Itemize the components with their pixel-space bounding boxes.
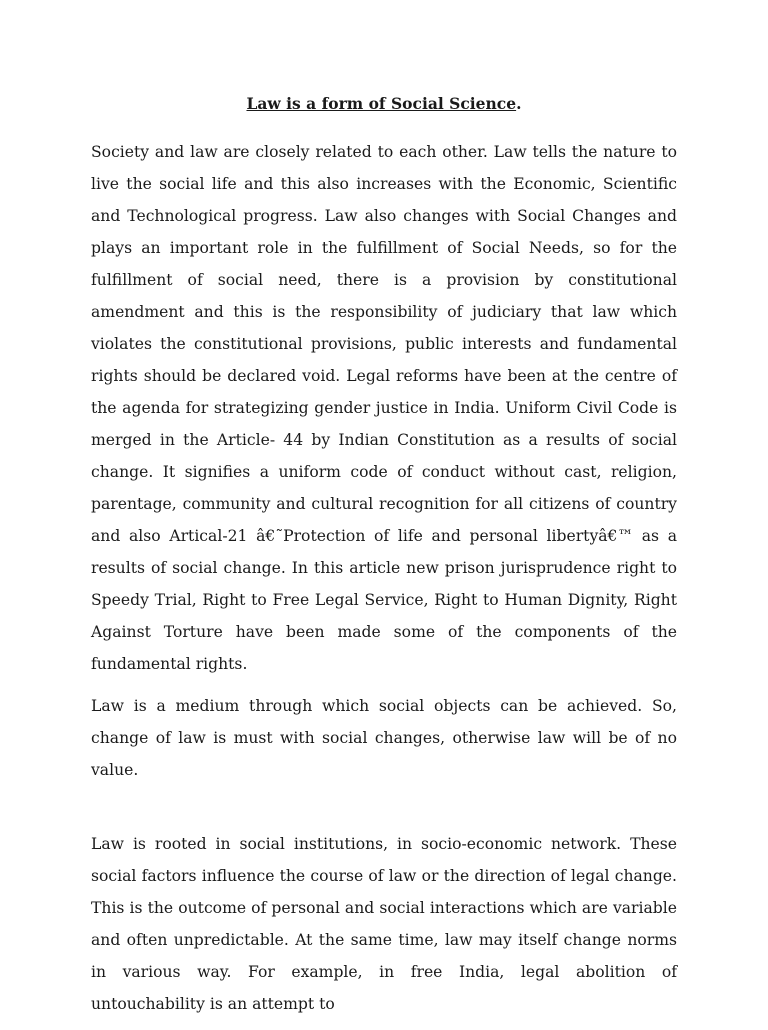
document-title-text: Law is a form of Social Science <box>246 94 517 113</box>
document-page <box>91 92 677 1030</box>
document-title <box>91 92 677 116</box>
document-title-period: . <box>516 94 522 113</box>
paragraph-society-and-law: Society and law are closely related to each other. Law tells the nature to live the social life and this also increases with the Economic, Scientific and Technological progress. Law also changes with Social Changes and plays an important role in the fulfillment of Social Needs, so for the fulfillment of social need, there is a provision by constitutional amendment and this is the responsibility of judiciary that law which violates the constitutional provisions, public interests and fundamental rights should be declared void. Legal reforms have been at the centre of the agenda for strategizing gender justice in India. Uniform Civil Code is merged in the Article- 44 by Indian Constitution as a results of social change. It signifies a uniform code of conduct without cast, religion, parentage, community and cultural recognition for all citizens of country and also Artical-21 â€˜Protection of life and personal libertyâ€™ as a results of social change. In this article new prison jurisprudence right to Speedy Trial, Right to Free Legal Service, Right to Human Dignity, Right Against Torture have been made some of the components of the fundamental rights. <box>91 143 677 673</box>
paragraph-law-as-medium: Law is a medium through which social objects can be achieved. So, change of law is must with social changes, otherwise law will be of no value. <box>91 697 677 779</box>
paragraph-law-rooted-in-institutions: Law is rooted in social institutions, in socio-economic network. These social factors influence the course of law or the direction of legal change. This is the outcome of personal and social interactions which are variable and often unpredictable. At the same time, law may itself change norms in various way. For example, in free India, legal abolition of untouchability is an attempt to <box>91 835 677 1013</box>
